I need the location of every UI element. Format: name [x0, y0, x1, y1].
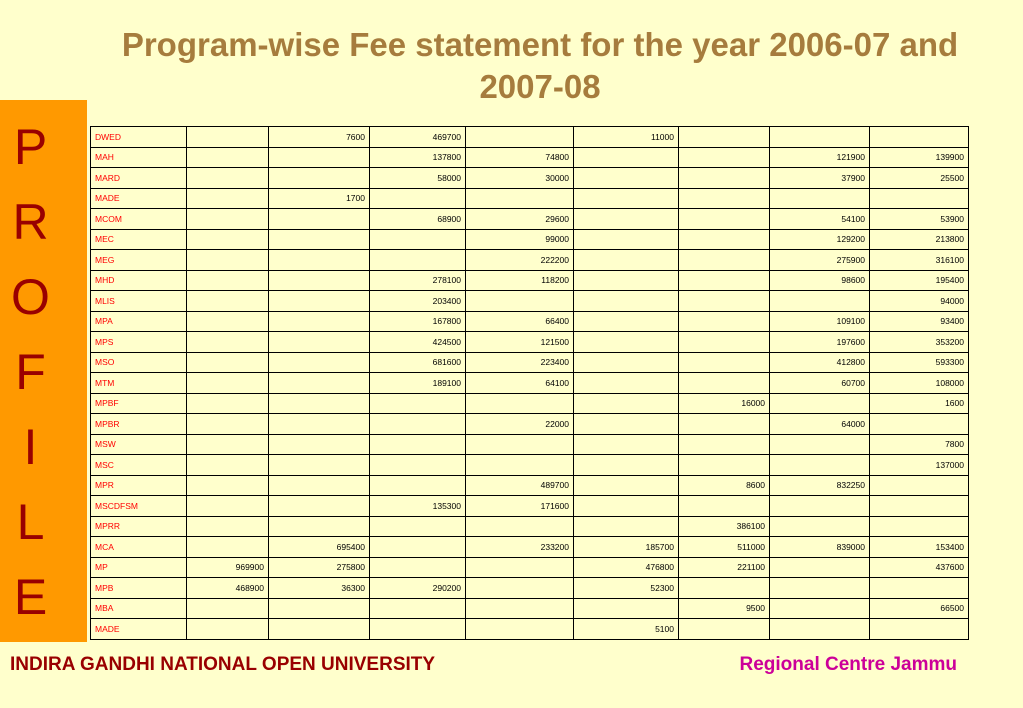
fee-cell: 64000: [770, 414, 870, 435]
fee-cell: [574, 209, 679, 230]
fee-cell: [574, 168, 679, 189]
fee-cell: 171600: [466, 496, 574, 517]
fee-table: [90, 126, 969, 640]
fee-cell: 832250: [770, 475, 870, 496]
fee-cell: 108000: [870, 373, 969, 394]
table-row: [91, 434, 969, 455]
fee-cell: 1600: [870, 393, 969, 414]
fee-cell: 5100: [574, 619, 679, 640]
table-row: [91, 250, 969, 271]
fee-cell: [269, 455, 370, 476]
fee-cell: [370, 250, 466, 271]
fee-cell: [679, 270, 770, 291]
program-cell: MPS: [91, 332, 187, 353]
fee-cell: [269, 270, 370, 291]
fee-cell: 290200: [370, 578, 466, 599]
fee-cell: 52300: [574, 578, 679, 599]
fee-cell: [574, 516, 679, 537]
fee-cell: 58000: [370, 168, 466, 189]
fee-cell: [187, 496, 269, 517]
fee-cell: [574, 393, 679, 414]
fee-cell: [269, 598, 370, 619]
fee-cell: [370, 598, 466, 619]
fee-cell: 353200: [870, 332, 969, 353]
fee-cell: [187, 434, 269, 455]
fee-cell: 695400: [269, 537, 370, 558]
fee-cell: 275900: [770, 250, 870, 271]
program-cell: MCOM: [91, 209, 187, 230]
fee-cell: [574, 229, 679, 250]
fee-cell: 469700: [370, 127, 466, 148]
fee-cell: [370, 188, 466, 209]
fee-cell: [466, 578, 574, 599]
fee-cell: [370, 455, 466, 476]
profile-letter: F: [15, 344, 46, 400]
fee-cell: 66500: [870, 598, 969, 619]
page-title: Program-wise Fee statement for the year 2006-07 and 2007-08: [121, 26, 959, 105]
program-cell: MEG: [91, 250, 187, 271]
university-name: INDIRA GANDHI NATIONAL OPEN UNIVERSITY: [10, 654, 436, 675]
profile-letter: R: [12, 194, 49, 250]
fee-cell: [679, 352, 770, 373]
program-cell: MARD: [91, 168, 187, 189]
fee-cell: 153400: [870, 537, 969, 558]
program-cell: MAH: [91, 147, 187, 168]
table-row: [91, 270, 969, 291]
program-cell: MLIS: [91, 291, 187, 312]
profile-letter: L: [16, 494, 45, 550]
fee-cell: [269, 496, 370, 517]
fee-cell: 64100: [466, 373, 574, 394]
fee-cell: [187, 188, 269, 209]
program-cell: MTM: [91, 373, 187, 394]
fee-cell: 60700: [770, 373, 870, 394]
fee-cell: 66400: [466, 311, 574, 332]
fee-cell: [679, 373, 770, 394]
fee-cell: [870, 414, 969, 435]
fee-cell: [269, 414, 370, 435]
fee-cell: [466, 127, 574, 148]
table-row: [91, 352, 969, 373]
fee-cell: 29600: [466, 209, 574, 230]
fee-cell: [679, 127, 770, 148]
fee-cell: 476800: [574, 557, 679, 578]
fee-cell: 221100: [679, 557, 770, 578]
fee-cell: [269, 250, 370, 271]
program-cell: MPRR: [91, 516, 187, 537]
fee-cell: 7600: [269, 127, 370, 148]
fee-cell: [574, 373, 679, 394]
fee-cell: 681600: [370, 352, 466, 373]
fee-cell: [187, 516, 269, 537]
fee-cell: 137800: [370, 147, 466, 168]
fee-cell: [870, 619, 969, 640]
fee-cell: [574, 311, 679, 332]
fee-cell: [770, 557, 870, 578]
fee-cell: [770, 619, 870, 640]
fee-cell: [269, 168, 370, 189]
fee-cell: [574, 332, 679, 353]
fee-cell: [187, 393, 269, 414]
fee-cell: [466, 291, 574, 312]
fee-cell: [466, 619, 574, 640]
fee-cell: [370, 475, 466, 496]
fee-cell: [574, 147, 679, 168]
fee-cell: [269, 619, 370, 640]
fee-cell: 316100: [870, 250, 969, 271]
fee-cell: [466, 393, 574, 414]
fee-cell: [679, 414, 770, 435]
fee-cell: 68900: [370, 209, 466, 230]
profile-sidebar: [0, 100, 87, 642]
profile-letter: P: [13, 119, 48, 175]
program-cell: MADE: [91, 619, 187, 640]
fee-cell: [466, 516, 574, 537]
fee-cell: 1700: [269, 188, 370, 209]
program-cell: MSW: [91, 434, 187, 455]
fee-cell: [679, 455, 770, 476]
table-row: [91, 496, 969, 517]
fee-cell: 386100: [679, 516, 770, 537]
fee-cell: [269, 373, 370, 394]
fee-cell: 74800: [466, 147, 574, 168]
fee-cell: [187, 414, 269, 435]
fee-cell: 275800: [269, 557, 370, 578]
fee-cell: [870, 496, 969, 517]
fee-cell: 8600: [679, 475, 770, 496]
fee-cell: 489700: [466, 475, 574, 496]
profile-letter: E: [13, 569, 48, 625]
fee-cell: [770, 598, 870, 619]
fee-cell: [466, 434, 574, 455]
fee-cell: [187, 332, 269, 353]
table-row: [91, 598, 969, 619]
table-row: [91, 127, 969, 148]
fee-cell: 25500: [870, 168, 969, 189]
table-row: [91, 455, 969, 476]
fee-cell: [679, 619, 770, 640]
program-cell: MHD: [91, 270, 187, 291]
fee-cell: 213800: [870, 229, 969, 250]
fee-cell: [870, 188, 969, 209]
program-cell: DWED: [91, 127, 187, 148]
fee-cell: [269, 332, 370, 353]
fee-cell: [187, 475, 269, 496]
fee-cell: [574, 352, 679, 373]
fee-cell: [187, 311, 269, 332]
fee-cell: [187, 455, 269, 476]
table-row: [91, 516, 969, 537]
fee-cell: [679, 332, 770, 353]
fee-cell: 99000: [466, 229, 574, 250]
fee-cell: [370, 414, 466, 435]
fee-cell: 94000: [870, 291, 969, 312]
fee-cell: [574, 475, 679, 496]
fee-cell: [679, 147, 770, 168]
program-cell: MCA: [91, 537, 187, 558]
fee-cell: [187, 229, 269, 250]
fee-cell: 195400: [870, 270, 969, 291]
fee-cell: [679, 168, 770, 189]
table-row: [91, 537, 969, 558]
program-cell: MPR: [91, 475, 187, 496]
fee-cell: 437600: [870, 557, 969, 578]
fee-cell: 118200: [466, 270, 574, 291]
fee-cell: 109100: [770, 311, 870, 332]
fee-cell: [370, 516, 466, 537]
table-row: [91, 209, 969, 230]
fee-cell: [679, 188, 770, 209]
fee-cell: 16000: [679, 393, 770, 414]
program-cell: MPBR: [91, 414, 187, 435]
fee-cell: 167800: [370, 311, 466, 332]
fee-cell: 185700: [574, 537, 679, 558]
fee-cell: [187, 147, 269, 168]
fee-cell: 969900: [187, 557, 269, 578]
fee-cell: [574, 598, 679, 619]
fee-cell: 412800: [770, 352, 870, 373]
fee-cell: [187, 127, 269, 148]
program-cell: MP: [91, 557, 187, 578]
program-cell: MPA: [91, 311, 187, 332]
fee-cell: [187, 168, 269, 189]
fee-cell: [574, 291, 679, 312]
fee-cell: 203400: [370, 291, 466, 312]
fee-cell: [370, 229, 466, 250]
fee-cell: [187, 250, 269, 271]
program-cell: MPBF: [91, 393, 187, 414]
fee-cell: 36300: [269, 578, 370, 599]
table-row: [91, 229, 969, 250]
fee-cell: [269, 516, 370, 537]
fee-cell: 139900: [870, 147, 969, 168]
fee-cell: 223400: [466, 352, 574, 373]
fee-cell: [466, 557, 574, 578]
table-row: [91, 188, 969, 209]
fee-cell: 424500: [370, 332, 466, 353]
table-row: [91, 147, 969, 168]
fee-cell: [574, 455, 679, 476]
table-row: [91, 168, 969, 189]
fee-cell: [770, 188, 870, 209]
fee-cell: 121900: [770, 147, 870, 168]
program-cell: MSC: [91, 455, 187, 476]
fee-cell: [269, 229, 370, 250]
program-cell: MSCDFSM: [91, 496, 187, 517]
fee-cell: [770, 496, 870, 517]
fee-cell: [269, 311, 370, 332]
fee-cell: [466, 455, 574, 476]
fee-cell: [770, 393, 870, 414]
fee-cell: [574, 270, 679, 291]
table-row: [91, 373, 969, 394]
table-row: [91, 557, 969, 578]
profile-letter: I: [23, 419, 38, 475]
fee-cell: [770, 516, 870, 537]
fee-cell: 93400: [870, 311, 969, 332]
fee-cell: [679, 250, 770, 271]
fee-cell: [870, 475, 969, 496]
fee-cell: [870, 578, 969, 599]
fee-cell: 278100: [370, 270, 466, 291]
fee-cell: [466, 188, 574, 209]
fee-cell: 468900: [187, 578, 269, 599]
program-cell: MPB: [91, 578, 187, 599]
table-row: [91, 578, 969, 599]
fee-cell: 839000: [770, 537, 870, 558]
fee-cell: [679, 229, 770, 250]
fee-cell: [269, 352, 370, 373]
fee-cell: [370, 619, 466, 640]
fee-cell: [770, 291, 870, 312]
program-cell: MEC: [91, 229, 187, 250]
fee-cell: [370, 434, 466, 455]
fee-cell: [679, 434, 770, 455]
program-cell: MSO: [91, 352, 187, 373]
fee-cell: 37900: [770, 168, 870, 189]
fee-cell: 11000: [574, 127, 679, 148]
fee-cell: [574, 434, 679, 455]
fee-cell: [187, 537, 269, 558]
fee-cell: [870, 516, 969, 537]
fee-cell: [187, 352, 269, 373]
fee-cell: [187, 598, 269, 619]
fee-cell: [269, 291, 370, 312]
fee-cell: [187, 619, 269, 640]
fee-cell: 233200: [466, 537, 574, 558]
fee-cell: 135300: [370, 496, 466, 517]
program-cell: MADE: [91, 188, 187, 209]
fee-cell: [770, 127, 870, 148]
fee-cell: [770, 455, 870, 476]
fee-cell: 98600: [770, 270, 870, 291]
fee-cell: 137000: [870, 455, 969, 476]
fee-cell: [269, 393, 370, 414]
table-row: [91, 311, 969, 332]
fee-cell: 189100: [370, 373, 466, 394]
table-row: [91, 393, 969, 414]
fee-cell: [679, 291, 770, 312]
fee-cell: [187, 291, 269, 312]
fee-cell: [574, 250, 679, 271]
fee-cell: [187, 373, 269, 394]
fee-cell: 53900: [870, 209, 969, 230]
fee-cell: [370, 557, 466, 578]
fee-cell: [770, 434, 870, 455]
fee-cell: [574, 188, 679, 209]
fee-cell: [679, 578, 770, 599]
fee-cell: [269, 209, 370, 230]
fee-cell: 30000: [466, 168, 574, 189]
fee-cell: [269, 475, 370, 496]
table-row: [91, 619, 969, 640]
fee-cell: [370, 537, 466, 558]
fee-cell: [269, 147, 370, 168]
fee-cell: 121500: [466, 332, 574, 353]
fee-cell: [370, 393, 466, 414]
fee-cell: 222200: [466, 250, 574, 271]
fee-cell: 197600: [770, 332, 870, 353]
fee-cell: [574, 414, 679, 435]
fee-cell: [269, 434, 370, 455]
regional-centre: Regional Centre Jammu: [739, 654, 957, 675]
fee-cell: [679, 311, 770, 332]
table-row: [91, 414, 969, 435]
program-cell: MBA: [91, 598, 187, 619]
fee-cell: [679, 209, 770, 230]
fee-cell: [770, 578, 870, 599]
table-row: [91, 332, 969, 353]
fee-cell: 7800: [870, 434, 969, 455]
fee-cell: 22000: [466, 414, 574, 435]
fee-cell: [187, 270, 269, 291]
table-row: [91, 291, 969, 312]
fee-cell: [187, 209, 269, 230]
fee-cell: [466, 598, 574, 619]
fee-cell: 9500: [679, 598, 770, 619]
fee-cell: 511000: [679, 537, 770, 558]
fee-cell: [870, 127, 969, 148]
fee-cell: 54100: [770, 209, 870, 230]
fee-cell: [574, 496, 679, 517]
fee-cell: 593300: [870, 352, 969, 373]
profile-letter: O: [11, 269, 50, 325]
fee-cell: 129200: [770, 229, 870, 250]
fee-cell: [679, 496, 770, 517]
table-row: [91, 475, 969, 496]
